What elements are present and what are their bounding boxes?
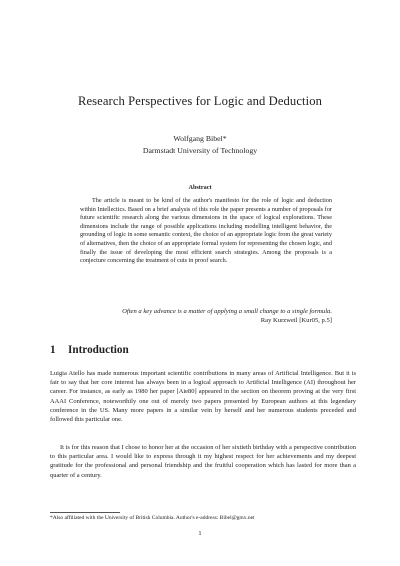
epigraph-quote: Often a key advance is a matter of applying a small change to a single formula. (122, 308, 332, 315)
epigraph (80, 307, 332, 325)
abstract-heading: Abstract (188, 184, 212, 191)
author-affiliation: Darmstadt University of Technology (142, 146, 258, 155)
epigraph-source: Ray Kurzweil [Kur05, p.5] (260, 317, 332, 324)
page-number: 1 (198, 530, 202, 537)
section-heading (50, 344, 129, 356)
body-paragraph: Luigia Aiello has made numerous important scientific contributions in many areas of Artificial Intelligence. But it is fair to say that her core interest has always been in a logical approach to Artificial Intelligence (AI) throughout her career. For instance, as early as 1980 her paper [Aie80] appeared in the section on theorem proving at the very first AAAI Conference, noteworthily one out of merely two papers presented by European authors at this legendary conference in the US. Many more papers in a similar vein by herself and her numerous students preceded and followed this particular one. (50, 370, 356, 424)
body-paragraph: It is for this reason that I chose to honor her at the occasion of her sixtieth birthday with a perspective contribution to this particular area. I would like to express through it my highest respect for her achievements and my deepest gratitude for the professional and personal friendship and the fruitful cooperation which has lasted for more than a quarter of a century. (50, 444, 356, 479)
section-title: Introduction (68, 344, 129, 356)
paper-title: Research Perspectives for Logic and Deduction (77, 94, 323, 108)
section-number: 1 (50, 344, 56, 356)
abstract-text: The article is meant to be kind of the author's manifesto for the role of logic and deduction within Intellectics. Based on a brief analysis of this role the paper presents a number of proposals for future scientific research along the various dimensions in the space of logical explorations. These dimensions include the range of possible applications including modelling intelligent behavior, the grounding of logic in some semantic context, the choice of an appropriate logic from the great variety of alternatives, then the choice of an appropriate formal system for representing the chosen logic, and finally the issue of developing the most efficient search strategies. Among the proposals is a conjecture concerning the treatment of cuts in proof search. (80, 197, 332, 265)
author-name: Wolfgang Bibel* (173, 134, 227, 143)
footnote: *Also affiliated with the University of British Columbia. Author's e-address: Bibel@gmx.net (50, 515, 255, 521)
footnote-rule (50, 512, 120, 513)
